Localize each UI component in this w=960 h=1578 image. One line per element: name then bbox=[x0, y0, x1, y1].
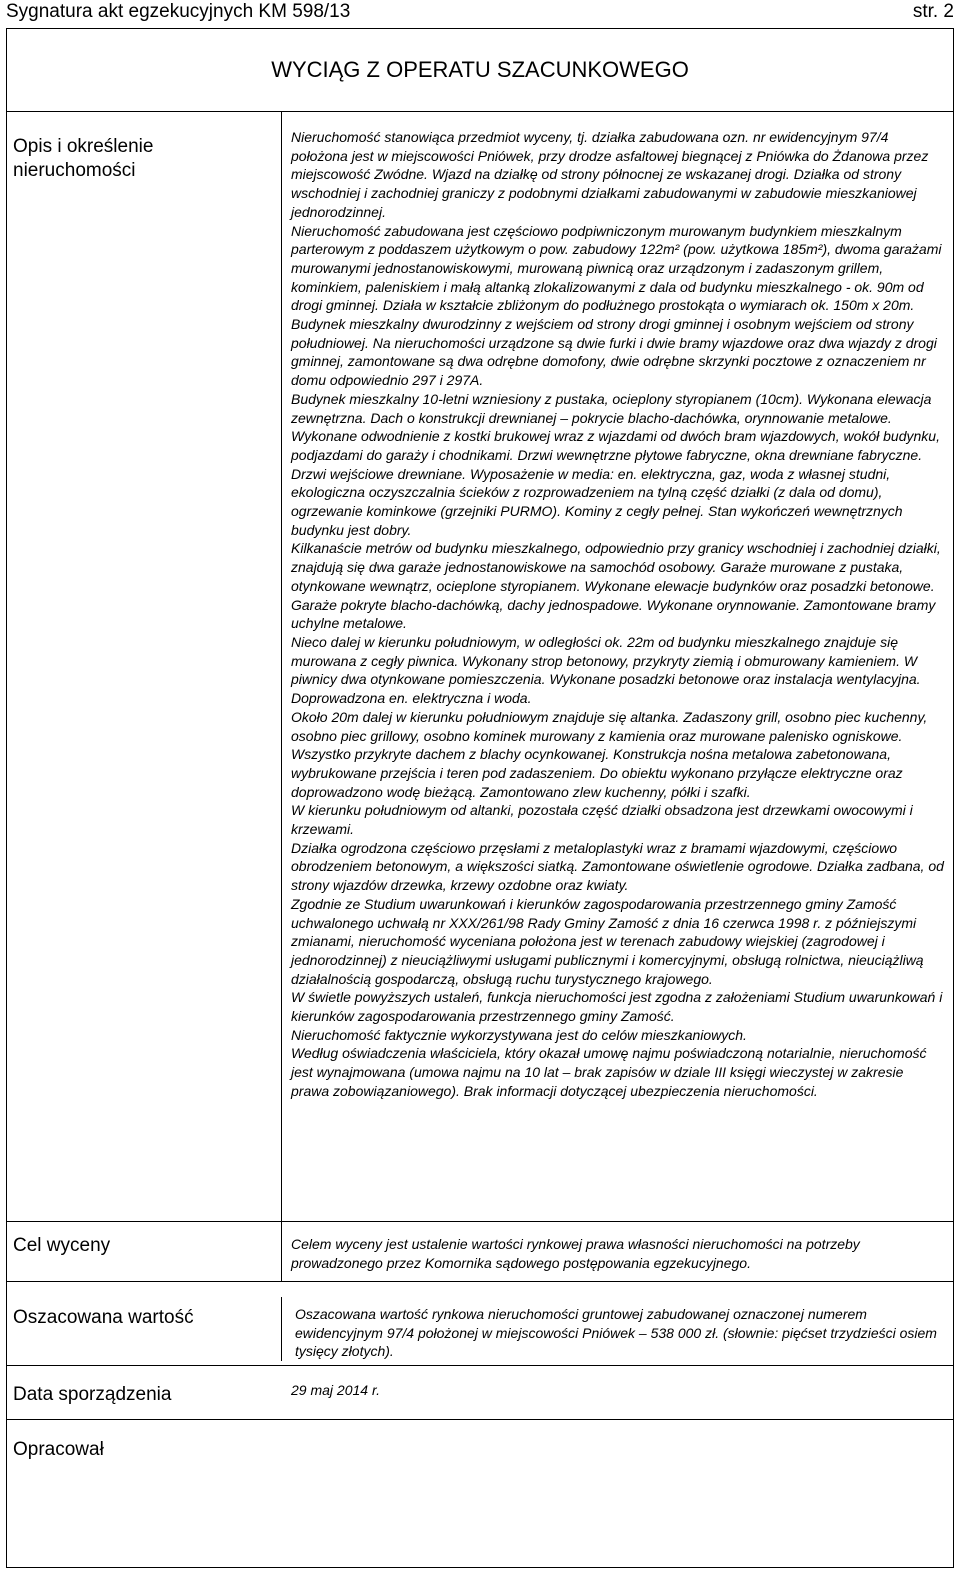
label-opis bbox=[13, 135, 153, 183]
opis-paragraph: Nieruchomość zabudowana jest częściowo podpiwniczonym murowanym budynkiem mieszkalnym parterowym z poddaszem użytkowym o pow. zabudowy 122m² (pow. użytkowa 185m²), dwoma garażami murowanymi jednostanowiskowymi, murowaną piwnicą oraz urządzonym i zadaszonym grillem, kominkiem, paleniskiem i małą altanką zlokalizowanymi z dala od budynku mieszkalnego - ok. 90m od drogi gminnej. Działa w kształcie zbliżonym do podłużnego prostokąta o wymiarach ok. 150m x 20m. bbox=[291, 222, 942, 314]
extract-table bbox=[6, 28, 954, 1568]
opis-paragraph: W kierunku południowym od altanki, pozostała część działki obsadzona jest drzewkami owocowymi i krzewami. bbox=[291, 802, 913, 838]
data-text: 29 maj 2014 r. bbox=[291, 1382, 380, 1398]
label-data: Data sporządzenia bbox=[13, 1384, 172, 1405]
wartosc-text: Oszacowana wartość rynkowa nieruchomości gruntowej zabudowanej oznaczonej numerem ewidencyjnym 97/4 położonej w miejscowości Pniówek – 538 000 zł. (słownie: pięćset trzydzieści osiem tysięcy złotych). bbox=[295, 1306, 937, 1360]
opis-paragraph: Około 20m dalej w kierunku południowym znajduje się altanka. Zadaszony grill, osobno piec kuchenny, osobno piec grillowy, osobno kominek murowany z kamienia oraz murowane palenisko ogniskowe. Wszystko przykryte dachem z blachy ocynkowanej. Konstrukcja nośna metalowa zabetonowana, wybrukowane przejścia i teren pod zadaszeniem. Do obiektu wykonano przyłącze elektryczne oraz doprowadzono wodę bieżącą. Zamontowano zlew kuchenny, półki i szafki. bbox=[291, 708, 928, 800]
label-cel: Cel wyceny bbox=[13, 1235, 111, 1256]
column-divider bbox=[281, 1221, 282, 1281]
document-header bbox=[6, 0, 954, 24]
signature-value: KM 598/13 bbox=[258, 1, 351, 22]
row-separator bbox=[7, 1281, 953, 1282]
column-divider bbox=[281, 111, 282, 1221]
column-divider bbox=[281, 1297, 282, 1361]
opis-paragraph: Zgodnie ze Studium uwarunkowań i kierunków zagospodarowania przestrzennego gminy Zamość uchwalonego uchwałą nr XXX/261/98 Rady Gminy Zamość z dnia 16 czerwca 1998 r. z późniejszymi zmianami, nieruchomość wyceniana położona jest w terenach zabudowy wiejskiej (zagrodowej i jednorodzinnej) z nieuciążliwymi usługami publicznymi i komercyjnymi, obsługą rolnictwa, nieuciążliwą działalnością gospodarczą, obsługą ruchu turystycznego krajowego. bbox=[291, 895, 924, 987]
opis-paragraph: Budynek mieszkalny 10-letni wzniesiony z pustaka, ocieplony styropianem (10cm). Wykonana elewacja zewnętrzna. Dach o konstrukcji drewnianej – pokrycie blacho-dachówka, orynnowanie metalowe. Wykonane odwodnienie z kostki brukowej wraz z wjazdami od dwóch bram wjazdowych, wokół budynku, podjazdami do garaży i chodnikami. Drzwi wewnętrzne płytowe fabryczne, okna drewniane fabryczne. Drzwi wejściowe drewniane. Wyposażenie w media: en. elektryczna, gaz, woda z własnej studni, ekologiczna oczyszczalnia ścieków z rozprowadzeniem na tylną część działki (z dala od domu), ogrzewanie kominkowe (grzejniki PURMO). Kominy z cegły pełnej. Stan wykończeń wewnętrznych budynku jest dobry. bbox=[291, 390, 940, 538]
label-opis-line1: Opis i określenie bbox=[13, 136, 154, 157]
opis-text bbox=[291, 128, 945, 1101]
opis-paragraph: Nieruchomość stanowiąca przedmiot wyceny, tj. działka zabudowana ozn. nr ewidencyjnym 97/4 położona jest w miejscowości Pniówek, przy drodze asfaltowej biegnącej z Pniówka do Żdanowa przez miejscowość Zwódne. Wjazd na działkę od strony północnej ze wskazanej drogi. Działka od strony wschodniej i zachodniej graniczy z podobnymi działkami zabudowanymi w zabudowie mieszkaniowej jednorodzinnej. bbox=[291, 129, 929, 220]
signature-line bbox=[6, 0, 350, 24]
opis-paragraph: Działka ogrodzona częściowo przęsłami z metaloplastyki wraz z bramami wjazdowymi, częściowo obrodzeniem betonowym, a większości siatką. Zamontowane oświetlenie ogrodowe. Działka zadbana, od strony wjazdów drzewka, krzewy ozdobne oraz kwiaty. bbox=[291, 839, 944, 894]
label-wartosc: Oszacowana wartość bbox=[13, 1307, 194, 1328]
opis-paragraph: Według oświadczenia właściciela, który okazał umowę najmu poświadczoną notarialnie, nieruchomość jest wynajmowana (umowa najmu na 10 lat – brak zapisów w dziale III księgi wieczystej w zakresie prawa zobowiązaniowego). Brak informacji dotyczącej ubezpieczenia nieruchomości. bbox=[291, 1045, 927, 1099]
label-opracowal: Opracował bbox=[13, 1439, 104, 1460]
opis-paragraph: Kilkanaście metrów od budynku mieszkalnego, odpowiednio przy granicy wschodniej i zachodniej działki, znajdują się dwa garaże jednostanowiskowe na samochód osobowy. Garaże murowane z pustaka, otynkowane wewnątrz, ocieplone styropianem. Wykonane elewacje budynków oraz posadzki betonowe. Garaże pokryte blacho-dachówką, dachy jednospadowe. Wykonane orynnowanie. Zamontowane bramy uchylne metalowe. bbox=[291, 540, 941, 632]
cel-text: Celem wyceny jest ustalenie wartości rynkowej prawa własności nieruchomości na potrzeby prowadzonego przez Komornika sądowego postępowania egzekucyjnego. bbox=[291, 1236, 860, 1271]
row-separator bbox=[7, 1419, 953, 1420]
opis-paragraph: Nieruchomość faktycznie wykorzystywana jest do celów mieszkaniowych. bbox=[291, 1026, 747, 1043]
opis-paragraph: Budynek mieszkalny dwurodzinny z wejściem od strony drogi gminnej i osobnym wejściem od strony południowej. Na nieruchomości urządzone są dwie furki i dwie bramy wjazdowe oraz dwa wjazdy z drogi gminnej, zamontowane są dwa odrębne domofony, dwie odrębne skrzynki pocztowe z oznaczeniem nr domu odpowiednio 297 i 297A. bbox=[291, 316, 937, 389]
label-opis-line2: nieruchomości bbox=[13, 160, 136, 181]
page-number: str. 2 bbox=[912, 1, 954, 22]
signature-prefix: Sygnatura akt egzekucyjnych bbox=[6, 1, 259, 22]
opis-paragraph: W świetle powyższych ustaleń, funkcja nieruchomości jest zgodna z założeniami Studium uwarunkowań i kierunków zagospodarowania przestrzennego gminy Zamość. bbox=[291, 989, 943, 1025]
document-title: WYCIĄG Z OPERATU SZACUNKOWEGO bbox=[7, 29, 953, 112]
opis-paragraph: Nieco dalej w kierunku południowym, w odległości ok. 22m od budynku mieszkalnego znajduje się murowana z cegły piwnica. Wykonany strop betonowy, przykryty ziemią i obmurowany kamieniem. W piwnicy dwa otynkowane pomieszczenia. Wykonane posadzki betonowe oraz instalacja wentylacyjna. Doprowadzona en. elektryczna i woda. bbox=[291, 633, 921, 707]
row-separator bbox=[7, 1365, 953, 1366]
row-separator bbox=[7, 1221, 953, 1222]
